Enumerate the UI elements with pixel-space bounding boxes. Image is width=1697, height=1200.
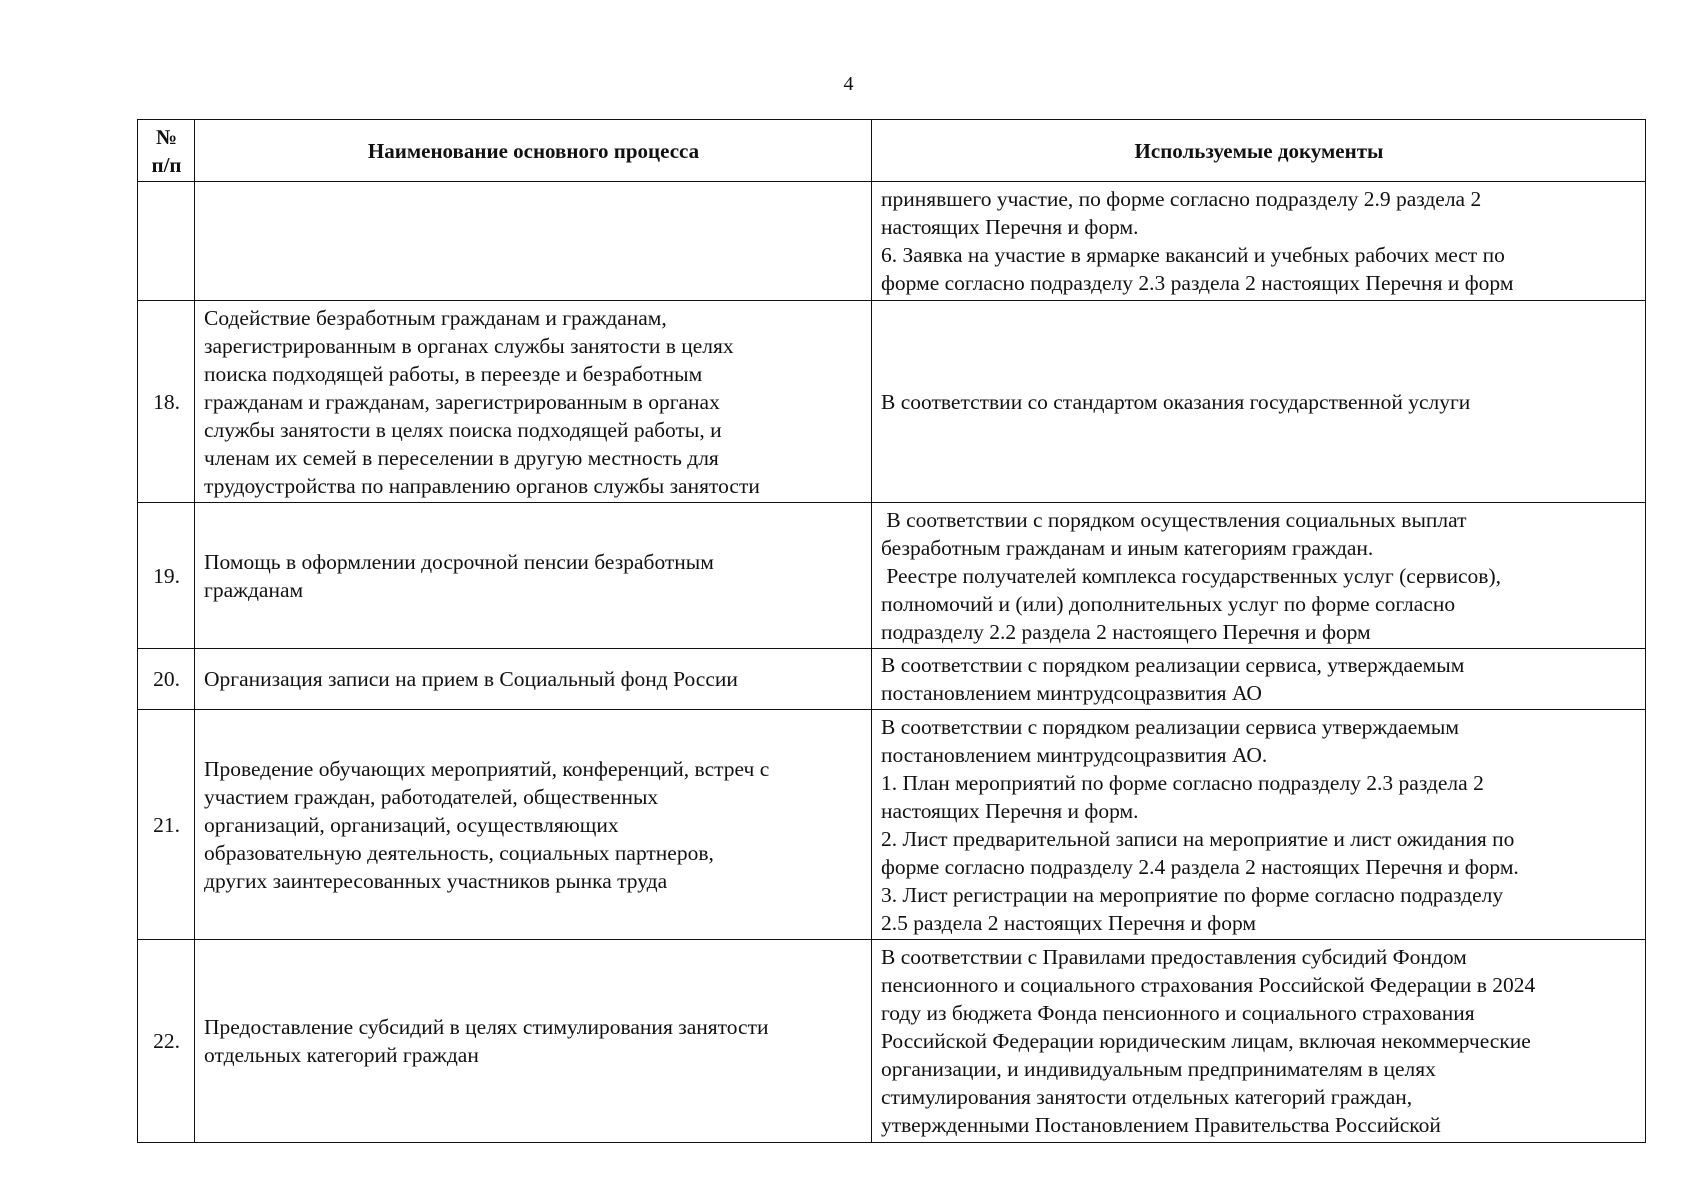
process-line: поиска подходящей работы, в переезде и безработным (204, 361, 703, 386)
header-row (138, 120, 1646, 182)
row-number: 18. (138, 301, 195, 503)
table-row (138, 649, 1646, 710)
document-line: стимулирования занятости отдельных категорий граждан, (881, 1085, 1413, 1109)
document-line: В соответствии с порядком осуществления социальных выплат (881, 507, 1467, 532)
process-line: отдельных категорий граждан (204, 1043, 479, 1067)
document-line: полномочий и (или) дополнительных услуг по форме согласно (881, 591, 1456, 616)
document-line: году из бюджета Фонда пенсионного и социального страхования (881, 1001, 1475, 1025)
documents (872, 940, 1646, 1143)
process-line: трудоустройства по направлению органов службы занятости (204, 473, 760, 498)
process-line: Предоставление субсидий в целях стимулирования занятости (204, 1015, 769, 1039)
process-line: Организация записи на прием в Социальный фонд России (204, 667, 738, 691)
documents (872, 182, 1646, 301)
document-line: принявшего участие, по форме согласно подразделу 2.9 раздела 2 (881, 187, 1482, 211)
table-row (138, 940, 1646, 1143)
process-line: организаций, организаций, осуществляющих (204, 812, 619, 837)
header-number-abbrev: п/п (151, 152, 182, 177)
document-line: 3. Лист регистрации на мероприятие по форме согласно подразделу (881, 882, 1504, 907)
process-line: Проведение обучающих мероприятий, конференций, встреч с (204, 756, 770, 781)
documents (872, 503, 1646, 649)
process-name (195, 649, 872, 710)
document-line: безработным гражданам и иным категориям граждан. (881, 535, 1374, 560)
row-number (138, 182, 195, 301)
header-documents: Используемые документы (872, 120, 1646, 182)
document-line: форме согласно подразделу 2.4 раздела 2 настоящих Перечня и форм. (881, 854, 1519, 879)
document-line: форме согласно подразделу 2.3 раздела 2 настоящих Перечня и форм (881, 271, 1514, 295)
header-process: Наименование основного процесса (195, 120, 872, 182)
process-name (195, 503, 872, 649)
document-line: подразделу 2.2 раздела 2 настоящего Перечня и форм (881, 619, 1371, 644)
document-line: Реестре получателей комплекса государственных услуг (сервисов), (881, 563, 1501, 588)
documents (872, 710, 1646, 940)
documents (872, 301, 1646, 503)
row-number: 22. (138, 940, 195, 1143)
header-number-symbol: № (155, 124, 178, 149)
document-line: 2.5 раздела 2 настоящих Перечня и форм (881, 910, 1257, 935)
document-line: 1. План мероприятий по форме согласно подразделу 2.3 раздела 2 (881, 770, 1484, 795)
process-name (195, 710, 872, 940)
document-line: организации, и индивидуальным предпринимателям в целях (881, 1057, 1436, 1081)
page-number: 4 (843, 73, 854, 95)
document-line: 6. Заявка на участие в ярмарке вакансий и учебных рабочих мест по (881, 243, 1505, 267)
table-row (138, 503, 1646, 649)
document-line: В соответствии с порядком реализации сервиса, утверждаемым (881, 653, 1465, 677)
process-name (195, 182, 872, 301)
document-line: утвержденными Постановлением Правительства Российской (881, 1113, 1441, 1137)
table-row (138, 182, 1646, 301)
table-body (138, 182, 1646, 1143)
document-line: пенсионного и социального страхования Российской Федерации в 2024 (881, 973, 1536, 997)
document-line: 2. Лист предварительной записи на мероприятие и лист ожидания по (881, 826, 1515, 851)
document-line: Российской Федерации юридическим лицам, включая некоммерческие (881, 1029, 1531, 1053)
document-line: постановлением минтрудсоцразвития АО. (881, 742, 1268, 767)
document-line: В соответствии с Правилами предоставления субсидий Фондом (881, 945, 1467, 969)
process-line: других заинтересованных участников рынка труда (204, 868, 668, 893)
process-line: образовательную деятельность, социальных партнеров, (204, 840, 714, 865)
row-number: 21. (138, 710, 195, 940)
table-row (138, 301, 1646, 503)
document-line: В соответствии с порядком реализации сервиса утверждаемым (881, 714, 1459, 739)
process-line: Содействие безработным гражданам и гражданам, (204, 305, 667, 330)
table-header (138, 120, 1646, 182)
process-line: Помощь в оформлении досрочной пенсии безработным (204, 549, 714, 574)
process-documents-table (137, 119, 1646, 1143)
process-line: членам их семей в переселении в другую местность для (204, 445, 719, 470)
process-name (195, 301, 872, 503)
table-row (138, 710, 1646, 940)
process-name (195, 940, 872, 1143)
process-line: участием граждан, работодателей, общественных (204, 784, 659, 809)
process-line: гражданам и гражданам, зарегистрированным в органах (204, 389, 720, 414)
process-line: гражданам (204, 577, 304, 602)
row-number: 20. (138, 649, 195, 710)
document-line: настоящих Перечня и форм. (881, 215, 1139, 239)
row-number: 19. (138, 503, 195, 649)
process-line: службы занятости в целях поиска подходящей работы, и (204, 417, 722, 442)
documents (872, 649, 1646, 710)
process-line: зарегистрированным в органах службы занятости в целях (204, 333, 734, 358)
header-number (138, 120, 195, 182)
document-line: постановлением минтрудсоцразвития АО (881, 681, 1262, 705)
document-line: настоящих Перечня и форм. (881, 798, 1139, 823)
document-line: В соответствии со стандартом оказания государственной услуги (881, 389, 1471, 414)
